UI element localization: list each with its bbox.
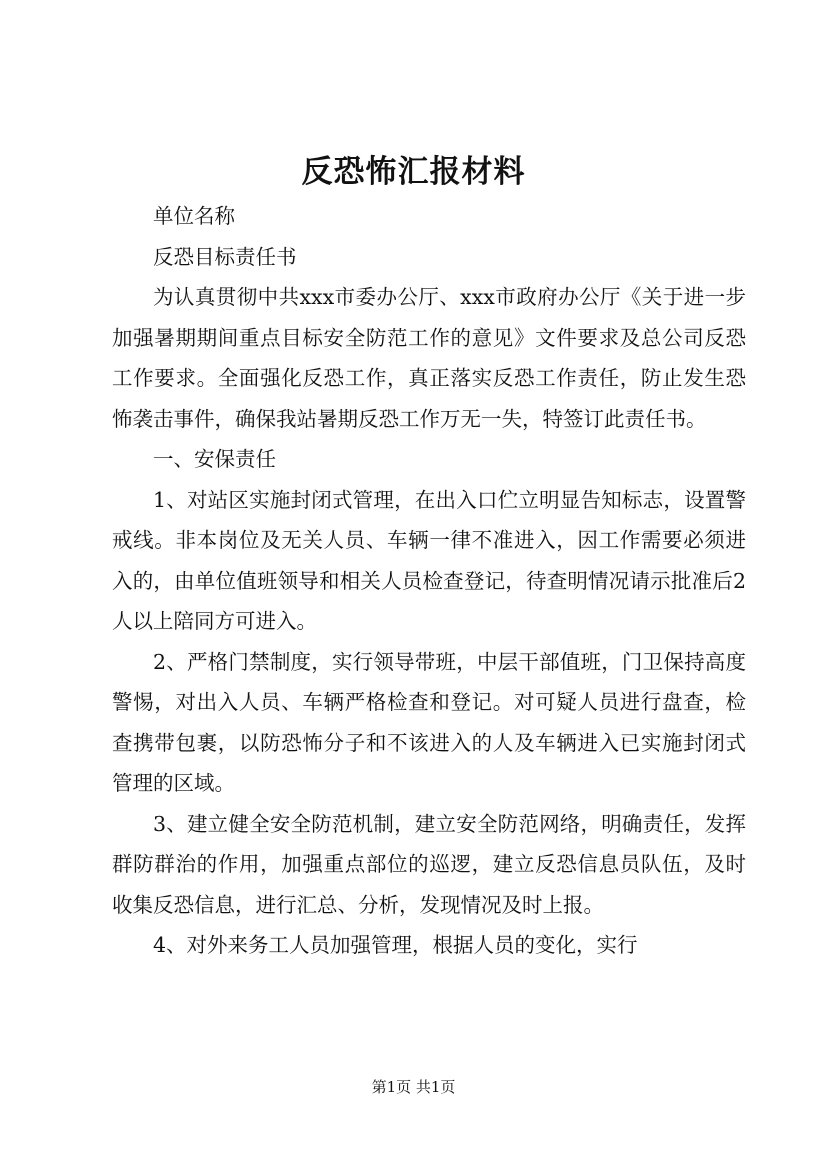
page-footer: 第1页 共1页 <box>371 1078 456 1096</box>
paragraph-item-1: 1、对站区实施封闭式管理，在出入口伫立明显告知标志，设置警戒线。非本岗位及无关人员、车辆一律不准进入，因工作需要必须进入的，由单位值班领导和相关人员检查登记，待查明情况请示批准后2人以上陪同方可进入。 <box>112 487 746 633</box>
document-body <box>112 196 746 966</box>
section-heading-security: 一、安保责任 <box>153 447 276 471</box>
document-title: 反恐怖汇报材料 <box>301 154 526 190</box>
paragraph-item-3: 3、建立健全安全防范机制，建立安全防范网络，明确责任，发挥群防群治的作用，加强重点部位的巡逻，建立反恐信息员队伍，及时收集反恐信息，进行汇总、分析，发现情况及时上报。 <box>112 811 746 917</box>
paragraph-unit-name: 单位名称 <box>153 204 235 228</box>
paragraph-item-4: 4、对外来务工人员加强管理，根据人员的变化，实行 <box>153 933 638 957</box>
paragraph-subtitle: 反恐目标责任书 <box>153 244 297 269</box>
paragraph-item-2: 2、严格门禁制度，实行领导带班，中层干部值班，门卫保持高度警惕，对出入人员、车辆严格检查和登记。对可疑人员进行盘查，检查携带包裹，以防恐怖分子和不该进入的人及车辆进入已实施封闭式管理的区域。 <box>112 649 746 795</box>
paragraph-intro: 为认真贯彻中共xxx市委办公厅、xxx市政府办公厅《关于进一步加强暑期期间重点目标安全防范工作的意见》文件要求及总公司反恐工作要求。全面强化反恐工作，真正落实反恐工作责任，防止发生恐怖袭击事件，确保我站暑期反恐工作万无一失，特签订此责任书。 <box>112 285 746 431</box>
